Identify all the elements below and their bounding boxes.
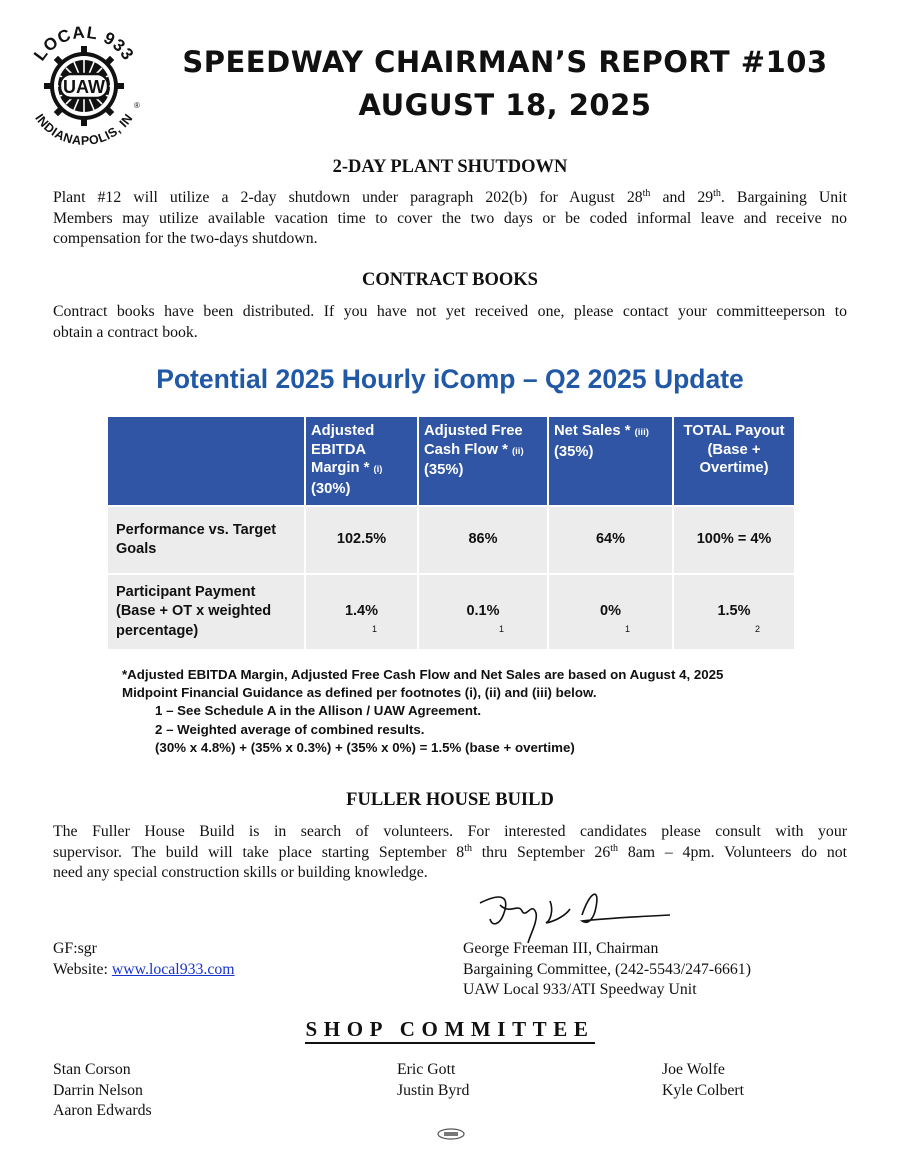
- logo-city-text: INDIANAPOLIS, IN: [32, 111, 136, 148]
- header-total: TOTAL Payout (Base + Overtime): [673, 417, 794, 506]
- committee-column-2: [397, 1060, 469, 1101]
- contract-books-paragraph: Contract books have been distributed. If you have not yet received one, please contact your committeeperson to obtain a contract book.: [53, 303, 847, 341]
- list-item: Darrin Nelson: [53, 1081, 143, 1099]
- icomp-table: [108, 417, 794, 649]
- list-item: Aaron Edwards: [53, 1102, 152, 1119]
- cell-total: 1.5% 2: [673, 574, 794, 649]
- website-label: Website:: [53, 960, 112, 978]
- shutdown-heading: 2-DAY PLANT SHUTDOWN: [332, 157, 568, 177]
- fuller-heading: FULLER HOUSE BUILD: [346, 790, 554, 810]
- cell-net-sales: 0% 1: [548, 574, 673, 649]
- header-blank: [108, 417, 305, 506]
- report-title: SPEEDWAY CHAIRMAN’S REPORT #103: [182, 45, 828, 79]
- cell-total: 100% = 4%: [673, 506, 794, 574]
- logo-uaw-text: UAW: [63, 77, 105, 97]
- cell-fcf: 0.1% 1: [418, 574, 548, 649]
- cell-ebitda: 1.4% 1: [305, 574, 418, 649]
- fuller-paragraph: The Fuller House Build is in search of volunteers. For interested candidates please consult with your supervisor. The build will take place starting September 8th thru September 26th 8am – 4pm. Volunteers do not need any special construction skills or building knowledge.: [53, 823, 848, 881]
- table-row: [108, 506, 794, 574]
- row-label: Participant Payment (Base + OT x weighted percentage): [108, 574, 305, 649]
- header-fcf: Adjusted Free Cash Flow * (ii) (35%): [418, 417, 548, 506]
- signer-block: [463, 939, 751, 1001]
- logo-local-text: LOCAL 933: [30, 22, 138, 65]
- cell-fcf: 86%: [418, 506, 548, 574]
- table-header-row: [108, 417, 794, 506]
- list-item: Joe Wolfe: [662, 1061, 725, 1078]
- uaw-local-933-logo: [22, 16, 146, 152]
- signer-name: George Freeman III, Chairman: [463, 940, 659, 957]
- union-bug-icon: [436, 1127, 466, 1141]
- footnote-marker: 1: [625, 624, 631, 634]
- shop-committee-heading: SHOP COMMITTEE: [0, 1017, 900, 1042]
- committee-column-1: [53, 1060, 152, 1122]
- shutdown-paragraph: Plant #12 will utilize a 2-day shutdown under paragraph 202(b) for August 28th and 29th. Bargaining Unit Members may utilize available vacation time to cover the two days or be coded informal leave and receive no compensation for the two-days shutdown.: [53, 188, 847, 247]
- footnote-marker: 1: [372, 624, 378, 634]
- list-item: Justin Byrd: [397, 1081, 470, 1099]
- initials: GF:sgr: [53, 940, 97, 957]
- icomp-title: Potential 2025 Hourly iComp – Q2 2025 Update: [156, 364, 744, 394]
- cell-ebitda: 102.5%: [305, 506, 418, 574]
- icomp-notes: *Adjusted EBITDA Margin, Adjusted Free Cash Flow and Net Sales are based on August 4, 2025 Midpoint Financial Guidance as defined per footnotes (i), (ii) and (iii) below. 1 – See Schedule A in the Allison / UAW Agreement. 2 – Weighted average of combined results. (30% x 4.8%) + (35% x 0.3%) + (35% x 0%) = 1.5% (base + overtime): [122, 667, 724, 755]
- logo-registered-mark: ®: [134, 101, 140, 110]
- list-item: Kyle Colbert: [662, 1081, 745, 1099]
- table-row: [108, 574, 794, 649]
- signer-committee: Bargaining Committee, (242-5543/247-6661): [463, 960, 751, 978]
- signature: [470, 885, 675, 945]
- header-net-sales: Net Sales * (iii) (35%): [548, 417, 673, 506]
- contract-books-heading: CONTRACT BOOKS: [362, 270, 538, 290]
- footer-left: [53, 939, 235, 980]
- header-ebitda: Adjusted EBITDA Margin * (i) (30%): [305, 417, 418, 506]
- committee-column-3: [662, 1060, 744, 1101]
- row-label: Performance vs. Target Goals: [108, 506, 305, 574]
- website-link[interactable]: www.local933.com: [111, 960, 235, 978]
- list-item: Stan Corson: [53, 1061, 131, 1078]
- cell-net-sales: 64%: [548, 506, 673, 574]
- report-date: AUGUST 18, 2025: [358, 88, 652, 122]
- signer-unit: UAW Local 933/ATI Speedway Unit: [463, 981, 697, 998]
- footnote-marker: 2: [755, 624, 761, 634]
- footnote-marker: 1: [499, 624, 505, 634]
- list-item: Eric Gott: [397, 1061, 456, 1078]
